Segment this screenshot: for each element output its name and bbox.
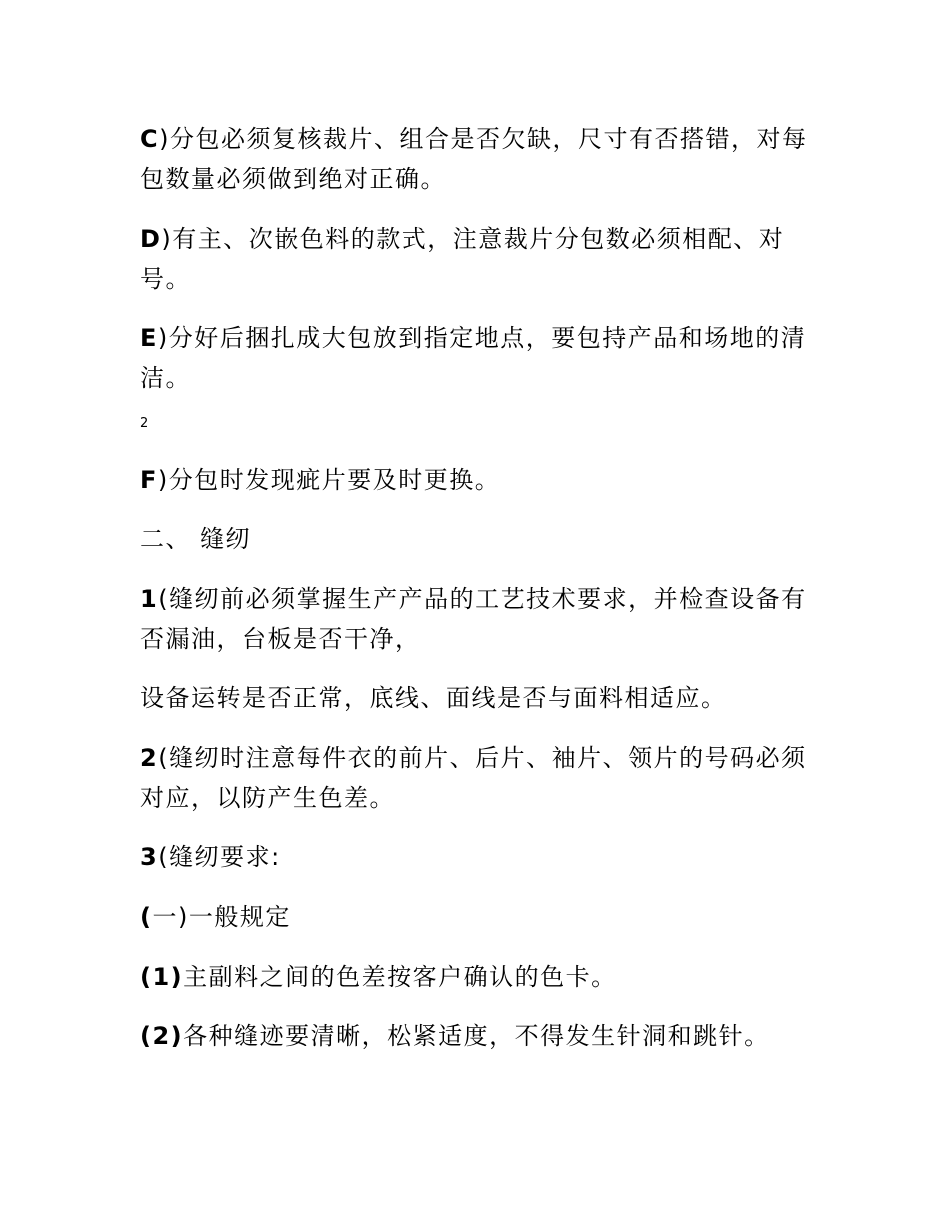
paragraph-marker: (2) <box>140 1022 184 1050</box>
paragraph-marker: 3 <box>140 843 159 871</box>
paragraph-d <box>140 219 820 299</box>
paragraph-1-continued <box>140 678 820 718</box>
paragraph-text: 主副料之间的色差按客户确认的色卡。 <box>183 963 617 991</box>
section-heading-sewing <box>140 519 820 559</box>
paragraph-marker: (1) <box>140 963 184 991</box>
paragraph-2 <box>140 738 820 818</box>
paragraph-marker: D <box>140 225 162 253</box>
page-number: 2 <box>140 416 149 431</box>
paragraph-marker: ( <box>140 903 153 931</box>
paragraph-text: )分包时发现疵片要及时更换。 <box>157 466 501 494</box>
item-2 <box>140 1016 820 1056</box>
paragraph-text: )分包必须复核裁片、组合是否欠缺，尺寸有否搭错，对每包数量必须做到绝对正确。 <box>140 125 808 193</box>
paragraph-text: )有主、次嵌色料的款式，注意裁片分包数必须相配、对号。 <box>140 225 785 293</box>
paragraph-marker: 2 <box>140 744 159 772</box>
paragraph-c <box>140 119 820 199</box>
paragraph-text: (缝纫要求: <box>158 843 281 871</box>
paragraph-marker: F <box>140 466 158 494</box>
paragraph-text: 各种缝迹要清晰，松紧适度，不得发生针洞和跳针。 <box>183 1022 770 1050</box>
paragraph-text: (缝纫前必须掌握生产产品的工艺技术要求，并检查设备有否漏油，台板是否干净， <box>140 585 807 653</box>
paragraph-text: 设备运转是否正常，底线、面线是否与面料相适应。 <box>140 684 727 712</box>
paragraph-text: 一)一般规定 <box>152 903 291 931</box>
paragraph-marker: E <box>140 324 158 352</box>
paragraph-e <box>140 318 820 398</box>
subheading-general-rules <box>140 897 820 937</box>
item-1 <box>140 957 820 997</box>
paragraph-text: )分好后捆扎成大包放到指定地点，要包持产品和场地的清洁。 <box>140 324 807 392</box>
paragraph-marker: C <box>140 125 160 153</box>
paragraph-f <box>140 460 820 500</box>
paragraph-1 <box>140 579 820 659</box>
paragraph-text: 二、 缝纫 <box>140 525 252 553</box>
paragraph-marker: 1 <box>140 585 159 613</box>
paragraph-3 <box>140 837 820 877</box>
paragraph-text: (缝纫时注意每件衣的前片、后片、袖片、领片的号码必须对应，以防产生色差。 <box>140 744 807 812</box>
